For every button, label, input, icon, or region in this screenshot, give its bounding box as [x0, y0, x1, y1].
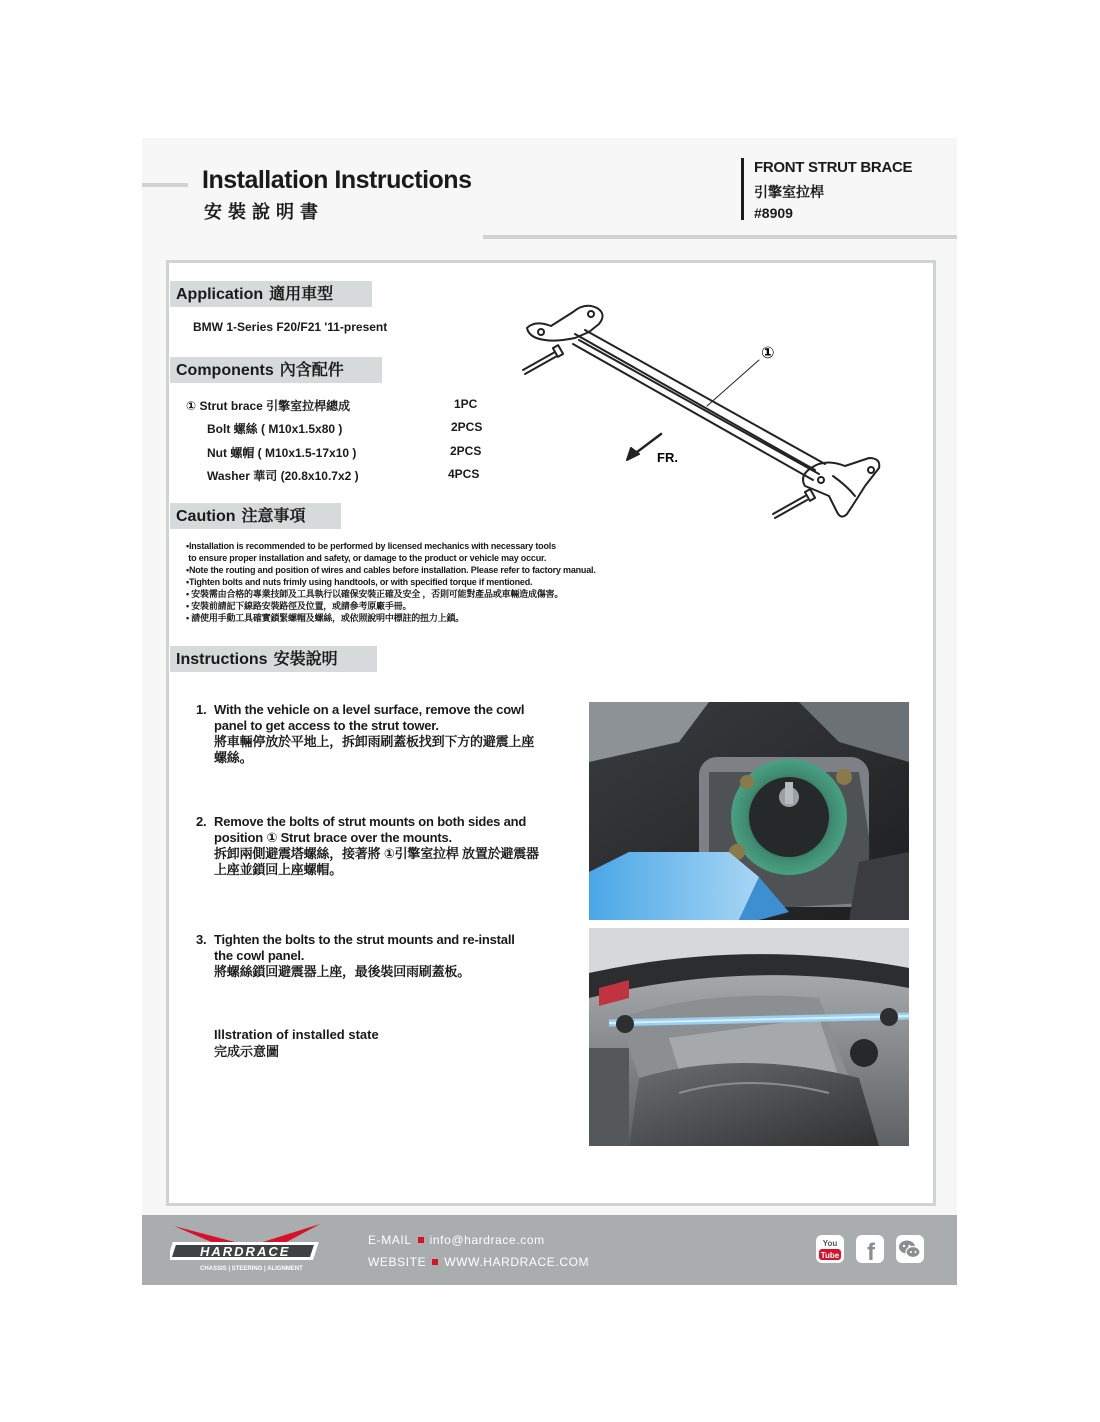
step-number: 1.: [196, 702, 207, 717]
step-line: 將螺絲鎖回避震器上座，最後裝回雨刷蓋板。: [214, 964, 471, 979]
instructions-heading-zh: 安裝說明: [273, 649, 338, 668]
instructions-heading: [170, 646, 377, 672]
caution-line: •Installation is recommended to be performed by licensed mechanics with necessary tools: [186, 541, 556, 551]
bullet-square-icon: [418, 1237, 424, 1243]
component-item: Bolt 螺絲 ( M10x1.5x80 ): [207, 422, 343, 436]
installed-state-photo: [589, 928, 909, 1146]
components-heading-zh: 內含配件: [279, 360, 344, 379]
hardrace-logo: [170, 1220, 334, 1276]
application-vehicle: BMW 1-Series F20/F21 '11-present: [193, 320, 388, 334]
bullet-square-icon: [432, 1259, 438, 1265]
component-item: ① Strut brace 引擎室拉桿總成: [186, 399, 351, 413]
step-line: With the vehicle on a level surface, remove the cowl: [214, 702, 525, 717]
header-rule-left: [142, 183, 188, 187]
youtube-tube: Tube: [820, 1251, 840, 1260]
youtube-you: You: [822, 1239, 838, 1248]
caution-line: • 安裝需由合格的專業技師及工具執行以確保安裝正確及安全 ，否則可能對產品或車輛造成傷害。: [186, 589, 564, 599]
website-label: WEBSITE: [368, 1255, 427, 1269]
wechat-icon[interactable]: [895, 1234, 925, 1264]
strut-tower-photo: [589, 702, 909, 920]
footer-email: [368, 1233, 545, 1247]
email-label: E-MAIL: [368, 1233, 412, 1247]
page-title-zh: 安裝說明書: [204, 202, 324, 223]
instructions-heading-en: Instructions: [176, 651, 268, 668]
step-line: Tighten the bolts to the strut mounts and re-install: [214, 932, 515, 947]
step-line: 螺絲。: [214, 750, 253, 765]
facebook-icon[interactable]: [855, 1234, 885, 1264]
caution-line: •Tighten bolts and nuts frimly using handtools, or with specified torque if mentioned.: [186, 577, 533, 587]
caution-line: •Note the routing and position of wires and cables before installation. Please refer to factory manual.: [186, 565, 596, 575]
step-line: panel to get access to the strut tower.: [214, 718, 439, 733]
components-heading: [170, 357, 382, 383]
product-divider: [741, 158, 744, 220]
footer-website: [368, 1255, 589, 1269]
component-qty: 2PCS: [450, 444, 482, 458]
strut-brace-diagram: [515, 290, 915, 530]
caution-line: • 請使用手動工具確實鎖緊螺帽及螺絲，或依照說明中標註的扭力上鎖。: [186, 613, 465, 623]
product-code: #8909: [754, 205, 793, 221]
diagram-callout: ①: [761, 343, 775, 362]
step-line: the cowl panel.: [214, 948, 305, 963]
logo-brand: HARDRACE: [200, 1244, 291, 1259]
logo-tagline: CHASSIS | STEERING | ALIGNMENT: [200, 1266, 303, 1272]
email-link[interactable]: info@hardrace.com: [429, 1233, 545, 1247]
components-heading-en: Components: [176, 362, 274, 379]
youtube-icon[interactable]: [815, 1234, 845, 1264]
page-title: Installation Instructions: [202, 166, 472, 194]
step-number: 2.: [196, 814, 207, 829]
header-rule-right: [483, 235, 957, 239]
caution-heading-zh: 注意事項: [241, 506, 306, 525]
product-name-zh: 引擎室拉桿: [754, 184, 824, 200]
step-line: 拆卸兩側避震塔螺絲，接著將 ①引擎室拉桿 放置於避震器: [214, 846, 539, 861]
illustration-caption-en: Illstration of installed state: [214, 1027, 379, 1042]
application-heading-en: Application: [176, 286, 264, 303]
component-qty: 1PC: [454, 397, 478, 411]
step-line: 將車輛停放於平地上，拆卸雨刷蓋板找到下方的避震上座: [214, 734, 535, 749]
facebook-glyph: f: [867, 1239, 875, 1264]
website-link[interactable]: WWW.HARDRACE.COM: [444, 1255, 590, 1269]
step-line: 上座並鎖回上座螺帽。: [214, 862, 343, 877]
caution-heading: [170, 503, 341, 529]
component-qty: 4PCS: [448, 467, 480, 481]
application-heading: [170, 281, 372, 307]
caution-line: to ensure proper installation and safety, or damage to the product or vehicle may occur.: [186, 553, 547, 563]
product-name: FRONT STRUT BRACE: [754, 159, 913, 176]
caution-heading-en: Caution: [176, 508, 236, 525]
step-number: 3.: [196, 932, 207, 947]
caution-list: [186, 540, 596, 624]
illustration-caption-zh: 完成示意圖: [214, 1044, 280, 1059]
caution-line: • 安裝前請記下線路安裝路徑及位置，或請參考原廠手冊。: [186, 601, 412, 611]
step-line: position ① Strut brace over the mounts.: [214, 830, 452, 845]
step-line: Remove the bolts of strut mounts on both sides and: [214, 814, 527, 829]
application-heading-zh: 適用車型: [269, 284, 334, 303]
component-qty: 2PCS: [451, 420, 483, 434]
diagram-direction: FR.: [657, 450, 678, 465]
component-item: Washer 華司 (20.8x10.7x2 ): [207, 469, 359, 483]
component-item: Nut 螺帽 ( M10x1.5-17x10 ): [207, 446, 357, 460]
